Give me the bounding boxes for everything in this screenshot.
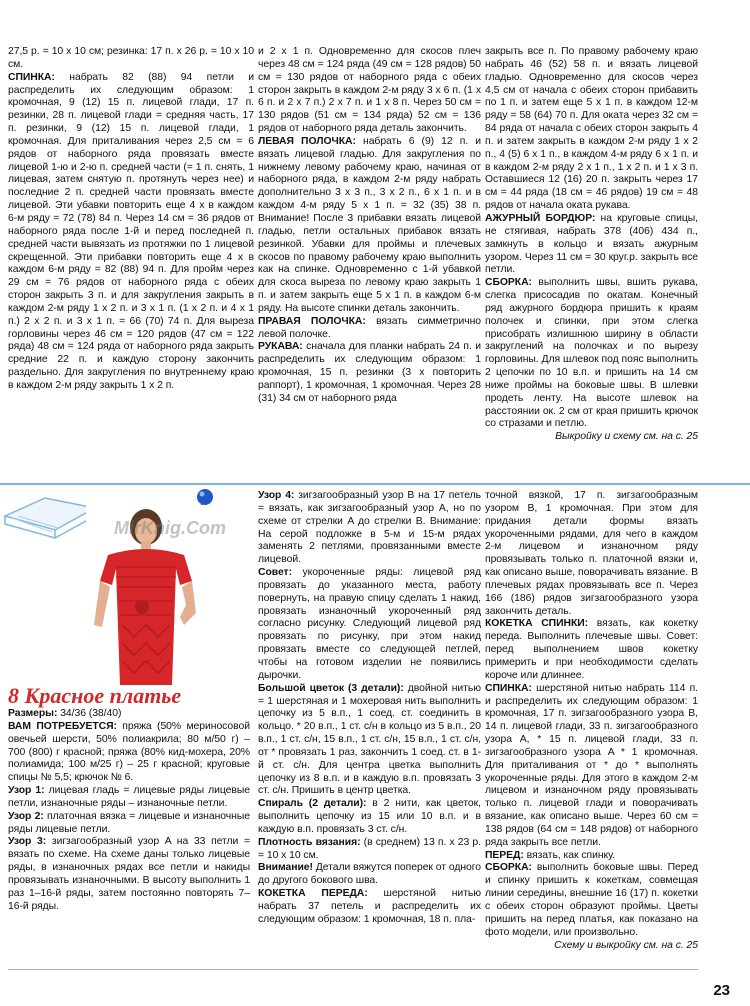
paragraph [8,46,254,72]
paragraph [258,798,481,837]
paragraph-text: в 2 нити, как цветок, выполнить цепочку из 15 или 10 в.п. и в каждую в.п. провязать 3 ст. с/н. [258,798,481,835]
paragraph-text: выполнить швы, вшить рукава, слегка присосадив по окатам. Конечный ряд ажурного бордюра пришить к краям полочек и спинки, при этом слегка присобрать излишнюю ширину в области закруглений на полочках и по вырезу горловины. Для шлевок под пояс выполнить 2 цепочки по 10 в.п. и пришить на 14 см ниже проймы на боковые швы. В шлевки продеть ленту. На высоте шлевок на расстоянии ок. 2 см от края пришить крючок со стразами и петлю. [485,277,698,430]
paragraph [258,888,481,927]
paragraph [8,721,250,785]
section-heading: Узор 1: [8,785,45,797]
paragraph-text: набрать 82 (88) 94 петли и распределить их следующим образом: 1 кромочная, 9 (12) 15 п. лицевой глади, 17 п. резинки, 28 п. лицевой глади = средняя часть, 17 п. резинки, 9 (12) 15 п. лицевой глади, 1 кромочная. Для приталивания через 2,5 см = 6 рядов от наборного ряда провязать вместе лицевой 1-ю и 2-ю п. средней части (= 1 п. снять, 1 лицевая, затем снятую п. протянуть через нее) и последние 2 п. средней части провязать вместе лицевой. Эти убавки повторить еще 4 х в каждом 6-м ряду = 72 (78) 84 п. Через 14 см = 36 рядов от наборного ряда после 1-й и перед последней п. средней части вывязать из протяжки по 1 лицевой скрещенной. Эти прибавки повторить еще 4 х в каждом 6-м ряду = 82 (88) 94 п. Для пройм через 29 см = 76 рядов от наборного ряда с обеих сторон закрыть 3 п. и для закругления закрыть в каждом 2-м ряду 1 х 2 п. и 3 х 1 п. (1 х 2 п. и 4 х 1 п.) 2 х 2 п. и 3 х 1 п. = 66 (70) 74 п. Для выреза горловины через 46 см = 120 рядов (47 см = 122 ряда) 48 см = 124 ряда от наборного ряда закрыть средние 22 п. и каждую сторону закончить раздельно. Для закругления по внутреннему краю в каждом 2-м ряду закрыть 1 х 2 п. [8,71,254,391]
paragraph [258,341,481,405]
paragraph [485,683,698,850]
paragraph-text: набрать 6 (9) 12 п. и вязать лицевой гладью. Для закругления по нижнему левому рабочему краю, начиная от наборного ряда, в каждом 2-м ряду набрать дополнительно 3 х 3 п., 3 х 2 п., 6 х 1 п. и в каждом 4-м ряду 5 х 1 п. = 32 (35) 38 п. Внимание! После 3 прибавки вязать лицевой гладью, петли остальных прибавок вязать резинкой. Убавки для проймы и плечевых скосов по правому рабочему краю выполнить как на спинке. Одновременно с 1-й убавкой для скоса выреза по левому краю закрыть 1 п. и затем закрыть еще 5 х 1 п. в каждом 6-м ряду. На высоте спинки деталь закончить. [258,135,482,314]
section-heading: Узор 2: [8,810,44,822]
paragraph: Выкройку и схему см. на с. 25 [555,431,698,443]
section-heading: КОКЕТКА СПИНКИ: [485,618,589,630]
paragraph [258,567,481,683]
page-number: 23 [713,982,730,999]
paragraph [8,708,250,721]
paragraph [258,683,481,799]
section-heading: Внимание! [258,862,313,874]
paragraph [485,862,698,939]
section-heading: Спираль (2 детали): [258,798,367,810]
section-heading: ЛЕВАЯ ПОЛОЧКА: [258,135,356,147]
section-heading: Большой цветок (3 детали): [258,682,404,694]
article-title: 8 Красное платье [8,683,182,708]
column-6 [485,490,698,952]
book-icon [0,486,100,556]
paragraph-text: шерстяной нитью набрать 114 п. и распределить их следующим образом: 1 кромочная, 17 п. зигзагообразного узора B, 14 п. лицевой глади, 33 п. зигзагообразного узора A, * 15 п. лицевой глади, 33 п. зигзагообразного узора A * 1 кромочная. Для приталивания от * до * выполнять укороченные ряды. Для этого в каждом 2-м лицевом и изнаночном ряду провязывать только п. лицевой глади и поворачивать вязание, как описано выше. Через 60 см = 138 рядов (64 см = 148 рядов) от наборного ряда закрыть все петли. [485,682,698,848]
paragraph [258,837,481,863]
section-heading: АЖУРНЫЙ БОРДЮР: [485,212,596,224]
paragraph [8,811,250,837]
paragraph [258,862,481,888]
paragraph-text: двойной нитью = 1 шерстяная и 1 мохеровая нить выполнить цепочку из 5 в.п., 1 соед. ст. соединить в кольцо. * 20 в.п., 1 ст. с/н в кольцо из 5 в.п., 20 в.п., 1 ст. с/н, 15 в.п., 1 ст. с/н, 15 в.п., 1 ст. с/н, от * провязать 1 раз, закончить 1 соед. ст. в 1-й ст. с/н. Для центра цветка выполнить цепочку из 8 в.п. и в каждую в.п. провязать 3 ст. с/н. Пришить в центр цветка. [258,682,481,797]
column-2 [258,46,481,406]
paragraph: Схему и выкройку см. на с. 25 [554,939,698,951]
paragraph [8,785,250,811]
section-heading: ВАМ ПОТРЕБУЕТСЯ: [8,720,117,732]
paragraph [258,46,481,136]
section-heading: СБОРКА: [485,277,532,289]
paragraph-text: шерстяной нитью набрать 37 петель и распределить их следующим образом: 1 кромочная, 18 п. пла- [258,888,482,925]
paragraph-text: на круговые спицы, не стягивая, набрать 378 (406) 434 п., замкнуть в кольцо и вязать ажурным узором. Через 11 см = 30 круг.р. закрыть все петли. [485,212,699,276]
paragraph [485,46,698,213]
section-heading: КОКЕТКА ПЕРЕДА: [258,888,368,900]
paragraph-text: 34/36 (38/40) [57,708,122,719]
paragraph-text: пряжа (50% мериносовой овечьей шерсти, 50% полиакрила; 80 м/50 г) – 700 (800) г красной; пряжа (80% кид-мохера, 20% полиамида; 100 м/25 г) – 25 г красной; круговые спицы № 5,5; крючок № 6. [8,720,250,784]
paragraph-text: платочная вязка = лицевые и изнаночные ряды лицевые петли. [8,810,250,835]
section-heading: СПИНКА: [8,71,55,83]
column-5 [258,490,481,927]
paragraph [258,316,481,342]
paragraph [485,618,698,682]
paragraph [8,72,254,393]
section-heading: СБОРКА: [485,862,532,874]
section-heading: Узор 3: [8,836,47,848]
bottom-rule [8,969,698,970]
section-divider [0,483,750,485]
paragraph-text: сначала для планки набрать 24 п. и распределить их следующим образом: 1 кромочная, 15 п. резинки (3 х повторить раппорт), 1 кромочная, 1 кромочная. Через 28 (31) 34 см от наборного ряда [258,341,481,404]
paragraph-text: закрыть все п. По правому рабочему краю набрать 46 (52) 58 п. и вязать лицевой гладью. Одновременно для скосов через 4,5 см от начала с обеих сторон прибавить по 1 п. и затем еще 5 х 1 п. в каждом 12-м ряду = 58 (64) 70 п. Для оката через 32 см = 84 ряда от начала с обеих сторон закрыть 4 п. и затем закрыть в каждом 2-м ряду 1 х 2 п., 4 (5) 6 х 1 п., в каждом 4-м ряду 6 х 1 п. и в каждом 2-м ряду 2 х 1 п., 1 х 2 п. и 1 х 3 п. Оставшиеся 12 (16) 20 п. закрыть через 17 см = 44 ряда (18 см = 46 рядов) 19 см = 48 рядов от начала оката рукава. [485,46,698,212]
paragraph-text: зигзагообразный узор B на 17 петель = вязать, как зигзагообразный узор A, но по схеме от стрелки A до стрелки B. Внимание: На серой подложке в 5-м и 15-м рядах заменять 2 петлями, провязанными вместе лицевой. [258,490,482,566]
paragraph [258,490,481,567]
paragraph-text: 27,5 р. = 10 х 10 см; резинка: 17 п. х 26 р. = 10 х 10 см. [8,46,254,70]
paragraph-text: укороченные ряды: лицевой ряд провязать до указанного места, работу повернуть, на правую спицу сделать 1 накид, провязать изнаночный укороченный ряд согласно рисунку. Следующий лицевой ряд провязать по рисунку, при этом накид провязать вместе со следующей петлей, чтобы на готовом изделии не появились дырочки. [258,567,481,681]
column-3 [485,46,698,444]
paragraph-text: Детали вяжутся поперек от одного до другого бокового шва. [258,862,481,887]
paragraph-text: вязать, как спинку. [523,849,616,861]
paragraph-text: лицевая гладь = лицевые ряды лицевые петли, изнаночные ряды – изнаночные петли. [8,785,250,809]
paragraph [485,850,698,863]
paragraph-text: вязать, как кокетку переда. Выполнить плечевые швы. Совет: перед выполнением швов кокетку примерить и при необходимости сделать короче или длиннее. [485,618,698,681]
paragraph [8,836,250,913]
section-heading: ПЕРЕД: [485,849,524,861]
paragraph [485,213,698,277]
paragraph-text: вязать симметрично левой полочке. [258,315,481,340]
paragraph-text: точной вязкой, 17 п. зигзагообразным узором B, 1 кромочная. При этом для придания детали формы вязать укороченными рядами, для чего в каждом 2-м лицевом и изнаночном ряду провязывать только п. платочной вязки и, как описано выше, поворачивать вязание. В плечевых рядах провязывать все п. Через 166 (186) рядов зигзагообразного узора закончить деталь. [485,490,698,617]
section-heading: Плотность вязания: [258,836,361,848]
paragraph-text: зигзагообразный узор A на 33 петли = вязать по схеме. На схеме даны только лицевые ряды, в изнаночных рядах все петли и накиды провязывать изнаночными. В высоту выполнить 1 раз 1–16-й ряды, затем постоянно повторять 7–16-й ряды. [8,836,250,912]
paragraph [485,490,698,618]
section-heading: Размеры: [8,708,58,719]
section-heading: РУКАВА: [258,341,303,353]
paragraph-text: выполнить боковые швы. Перед и спинку пришить к кокеткам, совмещая линии середины, внешние 16 (17) п. кокетки с обеих сторон образуют проймы. Цветы пришить на перед платья, как показано на фото модели, или произвольно. [485,862,698,938]
paragraph [258,136,481,316]
column-1 [8,46,254,393]
section-heading: Узор 4: [258,490,295,501]
section-heading: Совет: [258,567,292,579]
section-heading: СПИНКА: [485,682,532,694]
paragraph-text: и 2 х 1 п. Одновременно для скосов плеч через 48 см = 124 ряда (49 см = 128 рядов) 50 см = 130 рядов от наборного ряда с обеих сторон закрыть в каждом 2-м ряду 3 х 6 п. (1 х 6 п. и 2 х 7 п.) 2 х 7 п. и 1 х 8 п. Через 50 см = 130 рядов (51 см = 134 ряда) 52 см = 136 рядов от наборного ряда деталь закончить. [258,46,481,135]
watermark-logo: MirKnig.Com [114,518,226,538]
column-4 [8,708,250,914]
section-heading: ПРАВАЯ ПОЛОЧКА: [258,315,366,327]
paragraph [485,277,698,431]
paragraph-text: (в среднем) 13 п. х 23 р. = 10 х 10 см. [258,836,481,861]
